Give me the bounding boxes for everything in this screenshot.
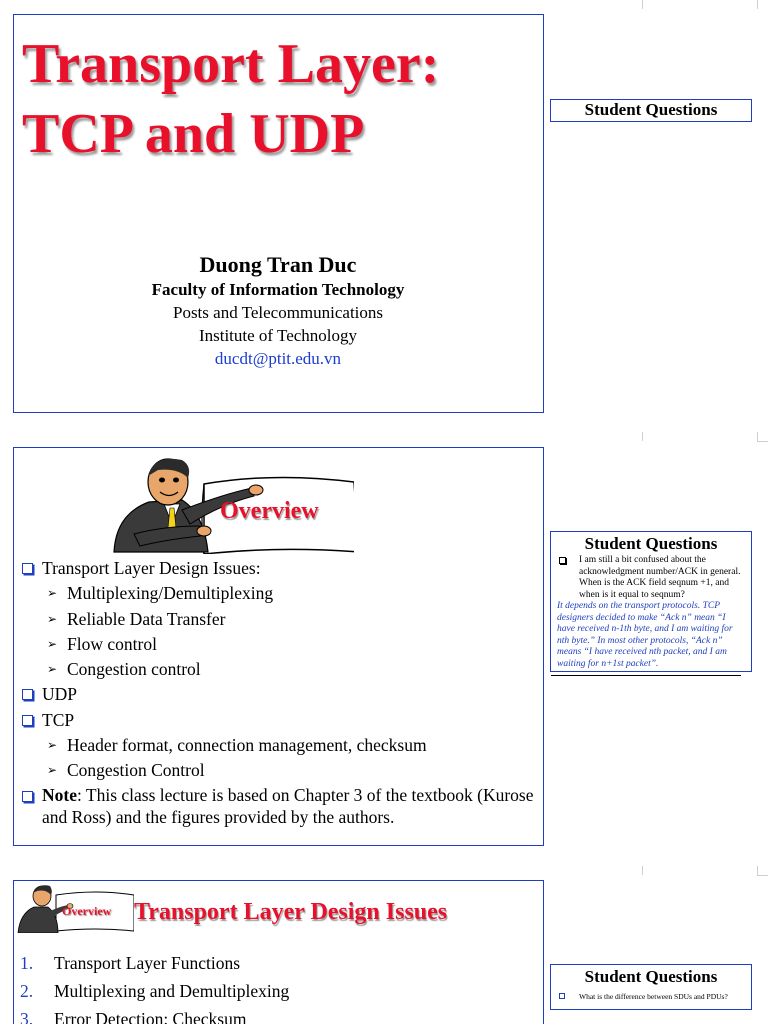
student-questions-title: Student Questions <box>584 100 718 119</box>
list-number: 2. <box>20 981 34 1001</box>
sub-bullet-item: ➢ Congestion Control <box>20 758 540 783</box>
sub-bullet-item: ➢ Flow control <box>20 632 540 657</box>
note-label: Note <box>42 784 77 805</box>
title-line-1: Transport Layer: <box>22 33 440 95</box>
overview-sign-label: Overview <box>62 904 112 918</box>
student-questions-box <box>550 531 752 672</box>
slide-title-heading <box>22 29 439 169</box>
affiliation-line-3: Institute of Technology <box>198 326 358 345</box>
page-mark <box>757 866 758 875</box>
student-question-text: I am still a bit confused about the acknowledgment number/ACK in general. When is the ACK field seqnum +1, and when is it equal to seqnum? <box>551 555 751 601</box>
page-mark <box>642 866 643 875</box>
note-text: : This class lecture is based on Chapter 3 of the textbook (Kurose and Ross) and the figures provided by the authors. <box>42 784 534 827</box>
bullet-item: TCP <box>20 708 540 733</box>
page-mark <box>757 875 768 876</box>
bullet-item: Transport Layer Design Issues: <box>20 556 540 581</box>
student-question-text: What is the difference between SDUs and PDUs? <box>551 992 751 1001</box>
title-line-2: TCP and UDP <box>22 103 365 165</box>
list-item <box>20 977 289 1005</box>
rule-line <box>551 675 741 676</box>
slide-design-issues <box>13 880 544 1024</box>
list-text: Error Detection: Checksum <box>54 1009 247 1024</box>
overview-sign-label: Overview <box>220 498 319 524</box>
note-bullet-item <box>20 784 540 828</box>
list-item <box>20 949 289 977</box>
page-mark <box>757 0 758 9</box>
student-questions-title: Student Questions <box>584 967 718 986</box>
page-mark <box>757 441 768 442</box>
student-questions-title: Student Questions <box>584 534 718 553</box>
affiliation-line-2: Posts and Telecommunications <box>172 303 384 322</box>
page-mark <box>642 0 643 9</box>
numbered-topic-list <box>20 949 289 1024</box>
sub-bullet-item: ➢ Header format, connection management, checksum <box>20 733 540 758</box>
slide-overview <box>13 447 544 846</box>
author-block <box>14 251 542 370</box>
slide-heading: Transport Layer Design Issues <box>134 899 448 925</box>
sub-bullet-item: ➢ Reliable Data Transfer <box>20 607 540 632</box>
student-questions-box <box>550 99 752 122</box>
student-answer-text: It depends on the transport protocols. TCP designers decided to make “Ack n” mean “I have received n-1th byte, and I am waiting for nth byte.” In most other protocols, “Ack n” means “I have received nth packet, and I am waiting for n+1st packet”. <box>557 601 733 669</box>
page-mark <box>757 432 758 441</box>
list-text: Transport Layer Functions <box>54 953 241 973</box>
affiliation-faculty: Faculty of Information Technology <box>151 280 405 299</box>
list-number: 3. <box>20 1009 34 1024</box>
list-item <box>20 1005 289 1024</box>
slide-title <box>13 14 544 413</box>
bullet-item: UDP <box>20 682 540 707</box>
list-text: Multiplexing and Demultiplexing <box>54 981 290 1001</box>
author-name: Duong Tran Duc <box>199 252 357 277</box>
page-mark <box>642 432 643 441</box>
sub-bullet-item: ➢ Multiplexing/Demultiplexing <box>20 581 540 606</box>
student-questions-box <box>550 964 752 1010</box>
sub-bullet-item: ➢ Congestion control <box>20 657 540 682</box>
author-email-link[interactable]: ducdt@ptit.edu.vn <box>214 349 342 368</box>
overview-bullet-list <box>20 556 540 828</box>
list-number: 1. <box>20 953 34 973</box>
